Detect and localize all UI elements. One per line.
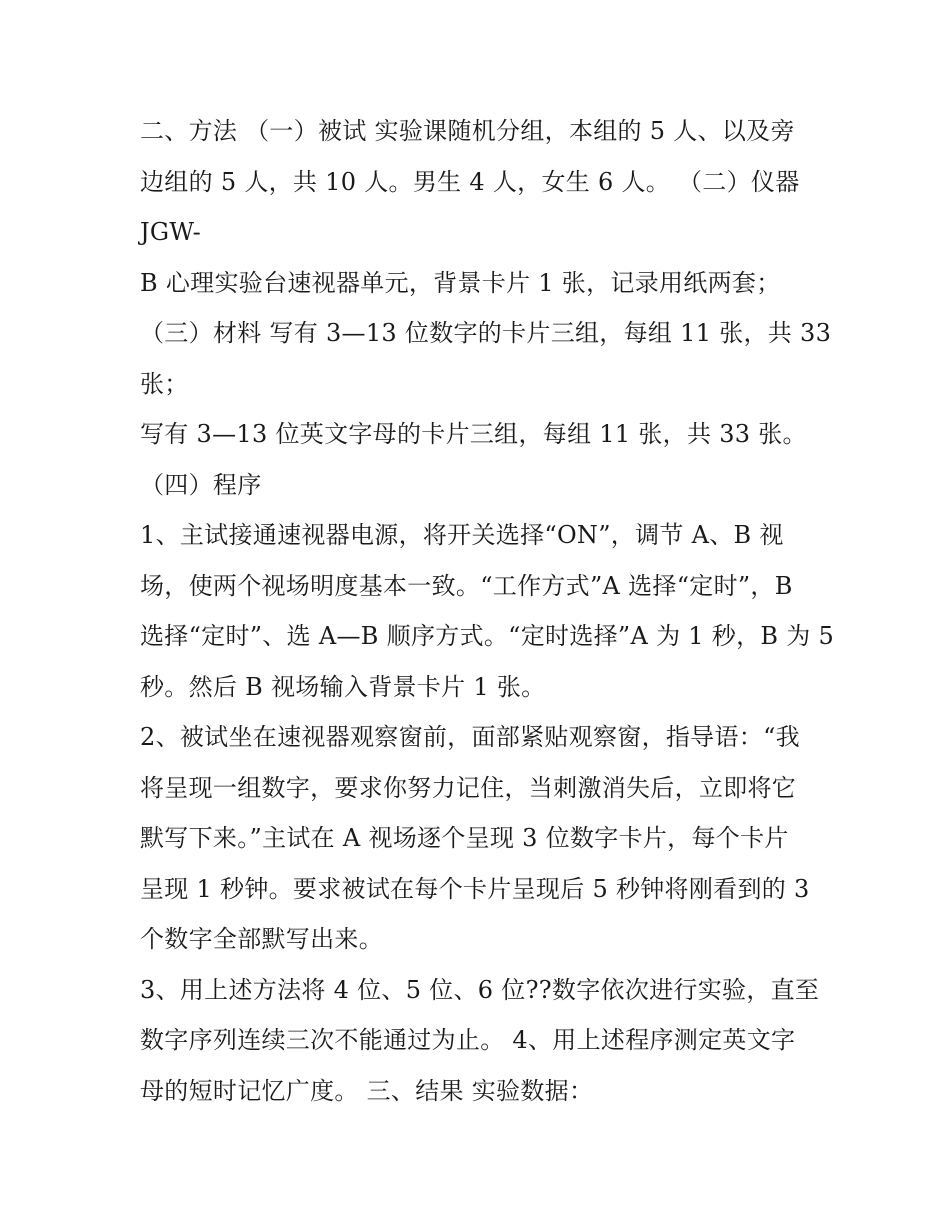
text-line: 个数字全部默写出来。: [140, 925, 383, 953]
text-line: JGW-: [140, 218, 202, 246]
text-line: 二、方法 （一）被试 实验课随机分组，本组的 5 人、以及旁: [140, 117, 795, 145]
text-line: 场，使两个视场明度基本一致。“工作方式”A 选择“定时”，B: [140, 571, 793, 600]
text-line: 3、用上述方法将 4 位、5 位、6 位??数字依次进行实验，直至: [140, 975, 820, 1004]
text-line: 秒。然后 B 视场输入背景卡片 1 张。: [140, 672, 546, 701]
text-line: 数字序列连续三次不能通过为止。 4、用上述程序测定英文字: [140, 1026, 796, 1054]
text-line: 张；: [140, 369, 189, 398]
text-line: 边组的 5 人，共 10 人。男生 4 人，女生 6 人。 （二）仪器: [140, 167, 800, 196]
text-line: 默写下来。”主试在 A 视场逐个呈现 3 位数字卡片，每个卡片: [140, 824, 789, 852]
text-line: （四）程序: [140, 470, 262, 499]
text-line: B 心理实验台速视器单元，背景卡片 1 张，记录用纸两套；: [140, 268, 781, 297]
text-line: 2、被试坐在速视器观察窗前，面部紧贴观察窗，指导语：“我: [140, 723, 800, 751]
text-line: 将呈现一组数字，要求你努力记住，当刺激消失后，立即将它: [140, 773, 797, 802]
text-line: （三）材料 写有 3—13 位数字的卡片三组，每组 11 张，共 33: [140, 319, 832, 347]
text-line: 写有 3—13 位英文字母的卡片三组，每组 11 张，共 33 张。: [140, 420, 807, 448]
text-line: 1、主试接通速视器电源，将开关选择“ON”，调节 A、B 视: [140, 521, 784, 549]
document-body: [140, 106, 835, 1116]
text-line: 选择“定时”、选 A—B 顺序方式。“定时选择”A 为 1 秒，B 为 5: [140, 622, 835, 650]
text-line: 呈现 1 秒钟。要求被试在每个卡片呈现后 5 秒钟将刚看到的 3: [140, 874, 810, 903]
text-line: 母的短时记忆广度。 三、结果 实验数据：: [140, 1076, 594, 1105]
